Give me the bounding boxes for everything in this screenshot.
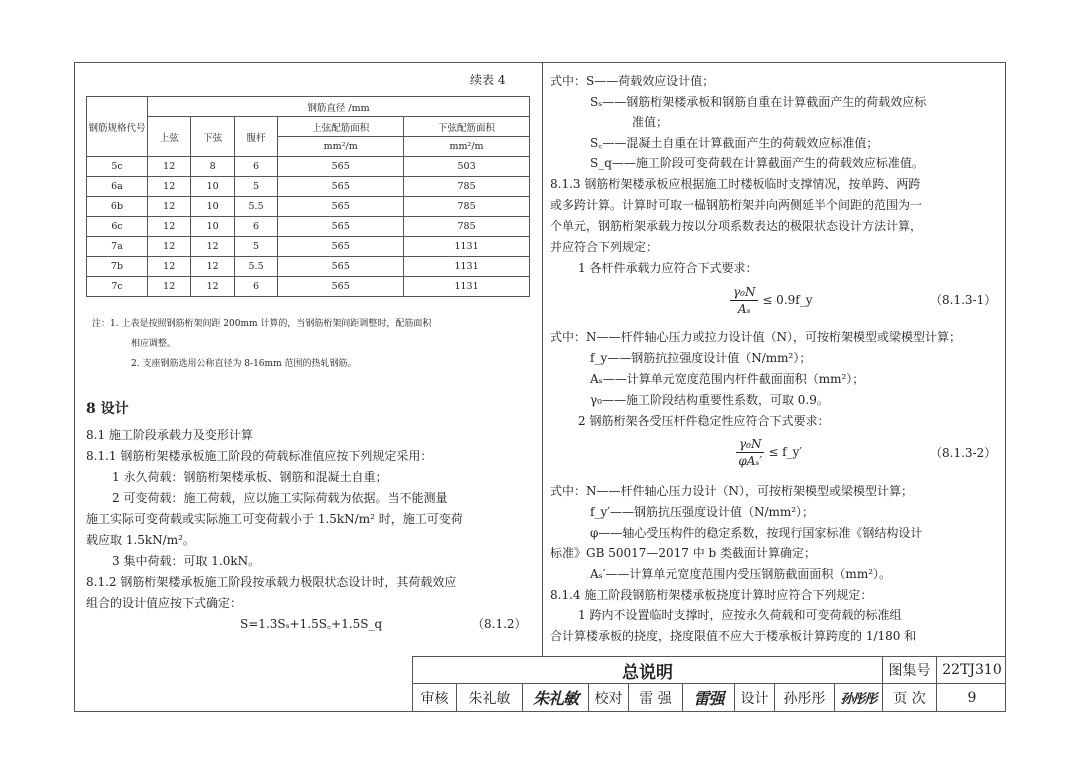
item-2-cont2: 载应取 1.5kN/m²。 xyxy=(86,533,195,547)
column-divider xyxy=(542,62,543,656)
design-label: 设计 xyxy=(735,684,775,711)
table-row xyxy=(87,237,530,257)
cell-code: 7b xyxy=(87,257,148,277)
item-2-cont: 施工实际可变荷载或实际施工可变荷载小于 1.5kN/m² 时，施工可变荷 xyxy=(86,512,463,526)
header-group: 钢筋直径 /mm xyxy=(148,97,530,117)
r-line-20: Aₛ′——计算单元宽度范围内受压钢筋截面面积（mm²）。 xyxy=(590,567,892,581)
cell-code: 6b xyxy=(87,197,148,217)
cell: 565 xyxy=(278,157,404,177)
review-label: 审核 xyxy=(413,684,457,711)
check-name: 雷 强 xyxy=(629,684,683,711)
col-header: 下弦配筋面积 xyxy=(404,117,530,137)
cell-code: 5c xyxy=(87,157,148,177)
check-label: 校对 xyxy=(589,684,629,711)
r-line-11: 式中：N——杆件轴心压力或拉力设计值（N），可按桁架模型或梁模型计算； xyxy=(550,330,962,344)
cell: 12 xyxy=(148,157,191,177)
cell: 5 xyxy=(234,177,277,197)
cell: 12 xyxy=(148,277,191,297)
cell: 565 xyxy=(278,277,404,297)
r-line-9: 并应符合下列规定： xyxy=(550,240,659,254)
cell: 5.5 xyxy=(234,257,277,277)
table-row xyxy=(87,217,530,237)
col-unit: mm²/m xyxy=(278,137,404,157)
r-line-1: 式中：S——荷载效应设计值； xyxy=(550,74,715,88)
drawing-title: 总说明 xyxy=(413,657,883,683)
r-line-5: S_q——施工阶段可变荷载在计算截面产生的荷载效应标准值。 xyxy=(590,156,924,170)
cell: 565 xyxy=(278,177,404,197)
table-row xyxy=(87,177,530,197)
r-line-19: 标准》GB 50017—2017 中 b 类截面计算确定； xyxy=(550,546,817,560)
cell: 8 xyxy=(191,157,234,177)
fraction-den: φAₛ′ xyxy=(738,454,763,468)
cell: 12 xyxy=(148,217,191,237)
cell: 12 xyxy=(191,257,234,277)
formula-8-1-3-2-number: （8.1.3-2） xyxy=(930,446,997,460)
review-name: 朱礼敏 xyxy=(457,684,523,711)
r-line-7: 或多跨计算。计算时可取一榀钢筋桁架并向两侧延半个间距的范围为一 xyxy=(550,198,923,212)
table-caption: 续表 4 xyxy=(470,73,506,87)
col-header: 上弦配筋面积 xyxy=(278,117,404,137)
r-line-6: 8.1.3 钢筋桁架楼承板应根据施工时楼板临时支撑情况，按单跨、两跨 xyxy=(550,177,921,191)
r-line-8: 个单元，钢筋桁架承载力按以分项系数表达的极限状态设计方法计算， xyxy=(550,219,923,233)
cell-code: 7c xyxy=(87,277,148,297)
r-line-16: 式中：N——杆件轴心压力设计（N），可按桁架模型或梁模型计算； xyxy=(550,484,914,498)
page-number: 9 xyxy=(967,689,977,706)
formula-rhs: ≤ f_y′ xyxy=(768,445,803,459)
item-3: 3 集中荷载：可取 1.0kN。 xyxy=(112,554,261,568)
formula-8-1-2-number: （8.1.2） xyxy=(472,617,527,631)
r-line-23: 合计算楼承板的挠度，挠度限值不应大于楼承板计算跨度的 1/180 和 xyxy=(550,629,917,643)
section-8-1-1: 8.1.1 钢筋桁架楼承板施工阶段的荷载标准值应按下列规定采用： xyxy=(86,449,433,463)
signature-row xyxy=(412,683,1006,712)
cell: 785 xyxy=(404,197,530,217)
cell: 1131 xyxy=(404,237,530,257)
formula-8-1-2: S=1.3Sₛ+1.5S꜀+1.5S_q xyxy=(240,617,383,631)
formula-8-1-3-2 xyxy=(736,436,802,469)
r-line-12: f_y——钢筋抗拉强度设计值（N/mm²）； xyxy=(590,351,812,365)
cell-code: 6a xyxy=(87,177,148,197)
atlas-number: 22TJ310 xyxy=(942,662,1002,678)
r-line-21: 8.1.4 施工阶段钢筋桁架楼承板挠度计算时应符合下列规定： xyxy=(550,588,873,602)
r-line-10: 1 各杆件承载力应符合下式要求： xyxy=(578,261,758,275)
cell-code: 6c xyxy=(87,217,148,237)
fraction-num: γ₀N xyxy=(736,436,764,453)
cell: 10 xyxy=(191,197,234,217)
table-row xyxy=(87,157,530,177)
cell: 785 xyxy=(404,217,530,237)
cell: 6 xyxy=(234,217,277,237)
formula-rhs: ≤ 0.9f_y xyxy=(762,293,813,307)
atlas-label: 图集号 xyxy=(883,657,937,683)
cell: 12 xyxy=(191,277,234,297)
table-row xyxy=(87,197,530,217)
cell: 12 xyxy=(148,177,191,197)
r-line-17: f_y′——钢筋抗压强度设计值（N/mm²）； xyxy=(590,505,815,519)
cell: 1131 xyxy=(404,257,530,277)
cell: 5 xyxy=(234,237,277,257)
cell-code: 7a xyxy=(87,237,148,257)
cell: 785 xyxy=(404,177,530,197)
page-label: 页 次 xyxy=(883,684,937,711)
table-row xyxy=(87,277,530,297)
check-signature: 雷强 xyxy=(683,684,735,711)
section-8-1-2-cont: 组合的设计值应按下式确定： xyxy=(86,596,243,610)
cell: 5.5 xyxy=(234,197,277,217)
section-8-1-2: 8.1.2 钢筋桁架楼承板施工阶段按承载力极限状态设计时，其荷载效应 xyxy=(86,575,457,589)
review-signature: 朱礼敏 xyxy=(523,684,589,711)
fraction xyxy=(736,436,764,469)
cell: 10 xyxy=(191,177,234,197)
r-line-22: 1 跨内不设置临时支撑时，应按永久荷载和可变荷载的标准组 xyxy=(578,608,902,622)
r-line-14: γ₀——施工阶段结构重要性系数，可取 0.9。 xyxy=(590,393,829,407)
r-line-3: 准值； xyxy=(632,115,669,129)
table-row xyxy=(87,257,530,277)
r-line-13: Aₛ——计算单元宽度范围内杆件截面面积（mm²）； xyxy=(590,372,865,386)
item-1: 1 永久荷载：钢筋桁架楼承板、钢筋和混凝土自重； xyxy=(112,470,388,484)
cell: 12 xyxy=(148,237,191,257)
cell: 6 xyxy=(234,157,277,177)
col-header: 上弦 xyxy=(148,117,191,157)
design-signature: 孙彤彤 xyxy=(835,684,883,711)
section-8-1: 8.1 施工阶段承载力及变形计算 xyxy=(86,428,253,442)
col-header: 腹杆 xyxy=(234,117,277,157)
table-note-1: 注：1. 上表是按照钢筋桁架间距 200mm 计算的，当钢筋桁架间距调整时，配筋面积 xyxy=(92,319,432,329)
r-line-4: S꜀——混凝土自重在计算截面产生的荷载效应标准值； xyxy=(590,136,879,150)
table-note-1b: 相应调整。 xyxy=(131,339,177,349)
cell: 10 xyxy=(191,217,234,237)
section-heading: 8 设计 xyxy=(86,401,129,417)
formula-8-1-3-1-number: （8.1.3-1） xyxy=(930,293,997,307)
cell: 503 xyxy=(404,157,530,177)
cell: 12 xyxy=(148,197,191,217)
cell: 565 xyxy=(278,217,404,237)
design-name: 孙彤彤 xyxy=(775,684,835,711)
fraction-num: γ₀N xyxy=(730,284,758,301)
title-row xyxy=(412,656,1006,684)
table-note-2: 2. 支座钢筋选用公称直径为 8-16mm 范围的热轧钢筋。 xyxy=(131,359,357,369)
item-2: 2 可变荷载：施工荷载，应以施工实际荷载为依据。当不能测量 xyxy=(112,491,448,505)
col-header: 下弦 xyxy=(191,117,234,157)
r-line-18: φ——轴心受压构件的稳定系数，按现行国家标准《钢结构设计 xyxy=(590,526,923,540)
rebar-table xyxy=(86,96,530,297)
cell: 1131 xyxy=(404,277,530,297)
col-unit: mm²/m xyxy=(404,137,530,157)
cell: 565 xyxy=(278,257,404,277)
cell: 12 xyxy=(191,237,234,257)
fraction xyxy=(730,284,758,317)
fraction-den: Aₛ xyxy=(737,302,751,316)
cell: 565 xyxy=(278,237,404,257)
formula-8-1-3-1 xyxy=(730,284,813,317)
cell: 12 xyxy=(148,257,191,277)
header-code: 钢筋规格代号 xyxy=(87,97,148,157)
cell: 6 xyxy=(234,277,277,297)
cell: 565 xyxy=(278,197,404,217)
r-line-2: Sₛ——钢筋桁架楼承板和钢筋自重在计算截面产生的荷载效应标 xyxy=(590,95,927,109)
r-line-15: 2 钢筋桁架各受压杆件稳定性应符合下式要求： xyxy=(578,414,830,428)
